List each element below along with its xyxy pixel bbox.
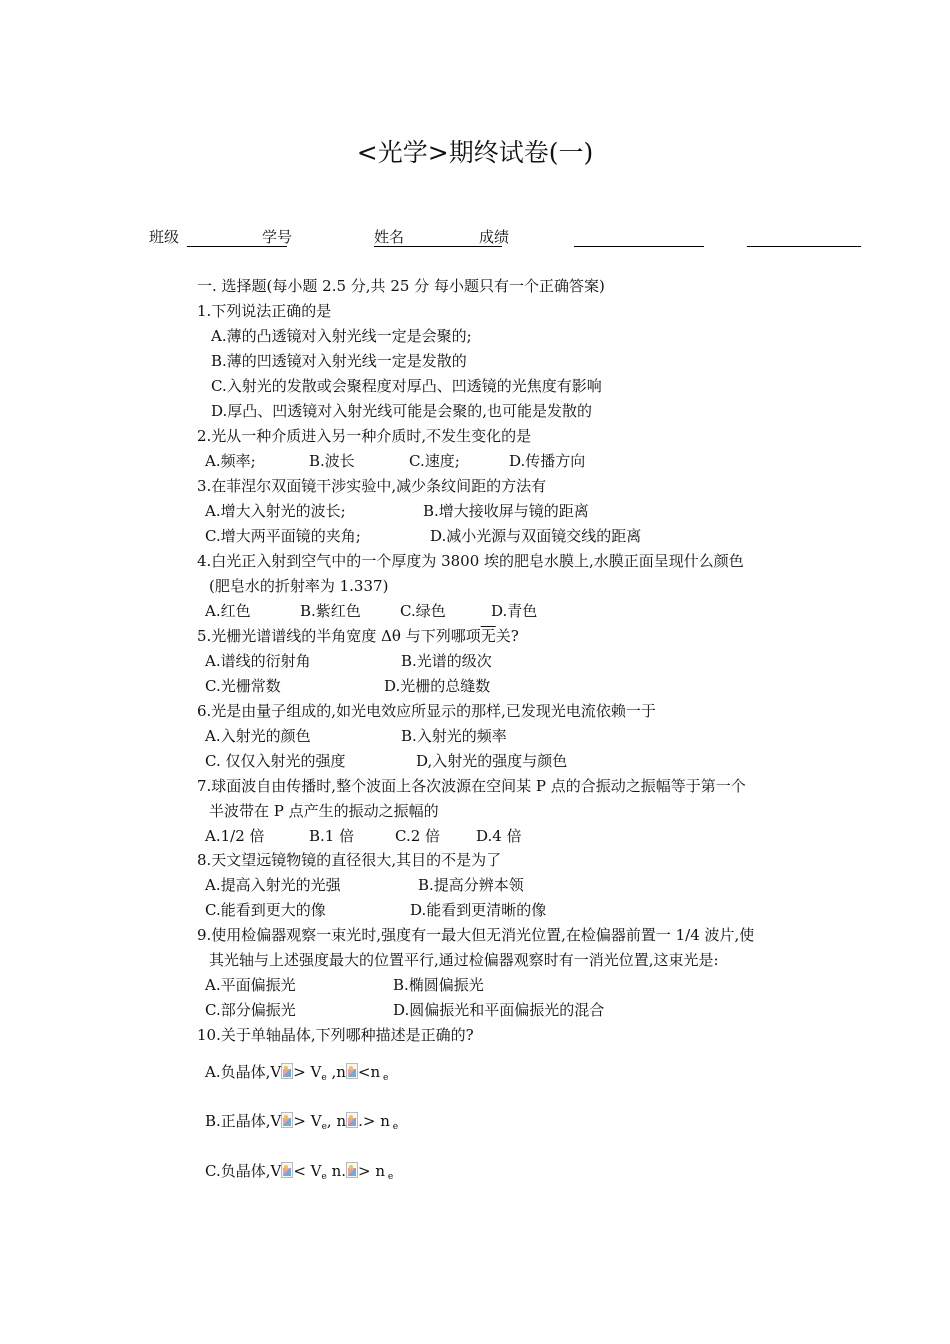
broken-image-icon	[281, 1162, 293, 1178]
q6-option-d: D,入射光的强度与颜色	[416, 752, 568, 770]
q6-option-c: C. 仅仅入射光的强度	[205, 752, 346, 770]
q9-stem: 9.使用检偏器观察一束光时,强度有一最大但无消光位置,在检偏器前置一 1/4 波片,使	[197, 926, 755, 944]
q4-option-d: D.青色	[491, 602, 538, 620]
q10-c-sub1: e	[321, 1172, 327, 1182]
blank-line-1[interactable]	[574, 246, 704, 247]
class-label: 班级	[149, 228, 180, 246]
broken-image-icon	[346, 1063, 358, 1079]
q8-option-b: B.提高分辨本领	[418, 876, 524, 894]
q7-option-d: D.4 倍	[476, 827, 522, 845]
q10-a-sub2: e	[380, 1073, 389, 1083]
q8-option-c: C.能看到更大的像	[205, 901, 326, 919]
q7-stem-cont: 半波带在 P 点产生的振动之振幅的	[209, 802, 439, 820]
q1-stem: 1.下列说法正确的是	[197, 302, 332, 320]
q8-option-a: A.提高入射光的光强	[205, 876, 341, 894]
q3-option-a: A.增大入射光的波长;	[205, 502, 346, 520]
q6-stem: 6.光是由量子组成的,如光电效应所显示的那样,已发现光电流依赖一于	[197, 702, 656, 720]
q10-option-c	[205, 1161, 393, 1187]
q4-option-a: A.红色	[205, 602, 251, 620]
q10-b-sub1: e	[321, 1122, 327, 1132]
q9-option-b: B.椭圆偏振光	[393, 976, 484, 994]
q5-option-d: D.光栅的总缝数	[384, 677, 491, 695]
score-label: 成绩	[479, 228, 510, 246]
q5-option-a: A.谱线的衍射角	[205, 652, 311, 670]
q6-option-a: A.入射光的颜色	[205, 727, 311, 745]
q10-c-prefix: C.负晶体,V	[205, 1162, 282, 1180]
q2-option-b: B.波长	[309, 452, 355, 470]
q2-stem: 2.光从一种介质进入另一种介质时,不发生变化的是	[197, 427, 532, 445]
q5-stem-emphasis: 无	[480, 627, 496, 645]
q10-c-relation1: < V	[293, 1162, 322, 1180]
q10-b-n: , n	[326, 1112, 347, 1130]
q10-option-b	[205, 1111, 398, 1137]
q3-option-c: C.增大两平面镜的夹角;	[205, 527, 361, 545]
q1-option-c: C.入射光的发散或会聚程度对厚凸、凹透镜的光焦度有影响	[211, 377, 602, 395]
q4-stem: 4.白光正入射到空气中的一个厚度为 3800 埃的肥皂水膜上,水膜正面呈现什么颜色	[197, 552, 744, 570]
q10-b-relation2: .> n	[358, 1112, 390, 1130]
q8-stem: 8.天文望远镜物镜的直径很大,其目的不是为了	[197, 851, 502, 869]
broken-image-icon	[281, 1112, 293, 1128]
q10-c-relation2: > n	[358, 1162, 386, 1180]
q10-c-n: n.	[326, 1162, 347, 1180]
q1-option-a: A.薄的凸透镜对入射光线一定是会聚的;	[211, 327, 472, 345]
q4-stem-note: (肥皂水的折射率为 1.337)	[209, 577, 389, 595]
q7-option-b: B.1 倍	[309, 827, 355, 845]
q2-option-a: A.频率;	[205, 452, 256, 470]
q10-a-prefix: A.负晶体,V	[205, 1063, 282, 1081]
q5-option-b: B.光谱的级次	[401, 652, 492, 670]
q7-option-a: A.1/2 倍	[205, 827, 265, 845]
q7-stem: 7.球面波自由传播时,整个波面上各次波源在空间某 P 点的合振动之振幅等于第一个	[197, 777, 746, 795]
q6-option-b: B.入射光的频率	[401, 727, 507, 745]
q10-b-relation1: > V	[293, 1112, 322, 1130]
q10-a-relation1: > V	[293, 1063, 322, 1081]
q1-option-b: B.薄的凹透镜对入射光线一定是发散的	[211, 352, 467, 370]
q10-a-n: ,n	[326, 1063, 346, 1081]
q5-stem-text: 5.光栅光谱谱线的半角宽度 Δθ 与下列哪项	[197, 627, 481, 645]
q9-option-a: A.平面偏振光	[205, 976, 296, 994]
q1-option-d: D.厚凸、凹透镜对入射光线可能是会聚的,也可能是发散的	[211, 402, 593, 420]
q10-a-relation2: <n	[357, 1063, 381, 1081]
q9-option-c: C.部分偏振光	[205, 1001, 296, 1019]
broken-image-icon	[346, 1112, 358, 1128]
q5-stem	[197, 626, 519, 646]
q3-option-d: D.减小光源与双面镜交线的距离	[430, 527, 642, 545]
q3-stem: 3.在菲涅尔双面镜干涉实验中,减少条纹间距的方法有	[197, 477, 547, 495]
q8-option-d: D.能看到更清晰的像	[410, 901, 547, 919]
q10-a-sub1: e	[321, 1073, 327, 1083]
q3-option-b: B.增大接收屏与镜的距离	[423, 502, 589, 520]
q10-b-prefix: B.正晶体,V	[205, 1112, 282, 1130]
page-title: <光学>期终试卷(一)	[356, 138, 594, 167]
q10-stem: 10.关于单轴晶体,下列哪种描述是正确的?	[197, 1026, 474, 1044]
q5-option-c: C.光栅常数	[205, 677, 281, 695]
q2-option-c: C.速度;	[409, 452, 460, 470]
q10-option-a	[205, 1062, 388, 1088]
name-label: 姓名	[374, 228, 405, 246]
broken-image-icon	[346, 1162, 358, 1178]
section-header: 一. 选择题(每小题 2.5 分,共 25 分 每小题只有一个正确答案)	[197, 277, 605, 295]
q9-option-d: D.圆偏振光和平面偏振光的混合	[393, 1001, 605, 1019]
q4-option-c: C.绿色	[400, 602, 446, 620]
q10-b-sub2: e	[389, 1122, 399, 1132]
q7-option-c: C.2 倍	[395, 827, 441, 845]
id-label: 学号	[262, 228, 293, 246]
q2-option-d: D.传播方向	[509, 452, 586, 470]
blank-line-2[interactable]	[747, 246, 861, 247]
broken-image-icon	[281, 1063, 293, 1079]
q9-stem-cont: 其光轴与上述强度最大的位置平行,通过检偏器观察时有一消光位置,这束光是:	[209, 951, 719, 969]
q4-option-b: B.紫红色	[300, 602, 361, 620]
q5-stem-end: 关?	[495, 627, 519, 645]
q10-c-sub2: e	[385, 1172, 394, 1182]
